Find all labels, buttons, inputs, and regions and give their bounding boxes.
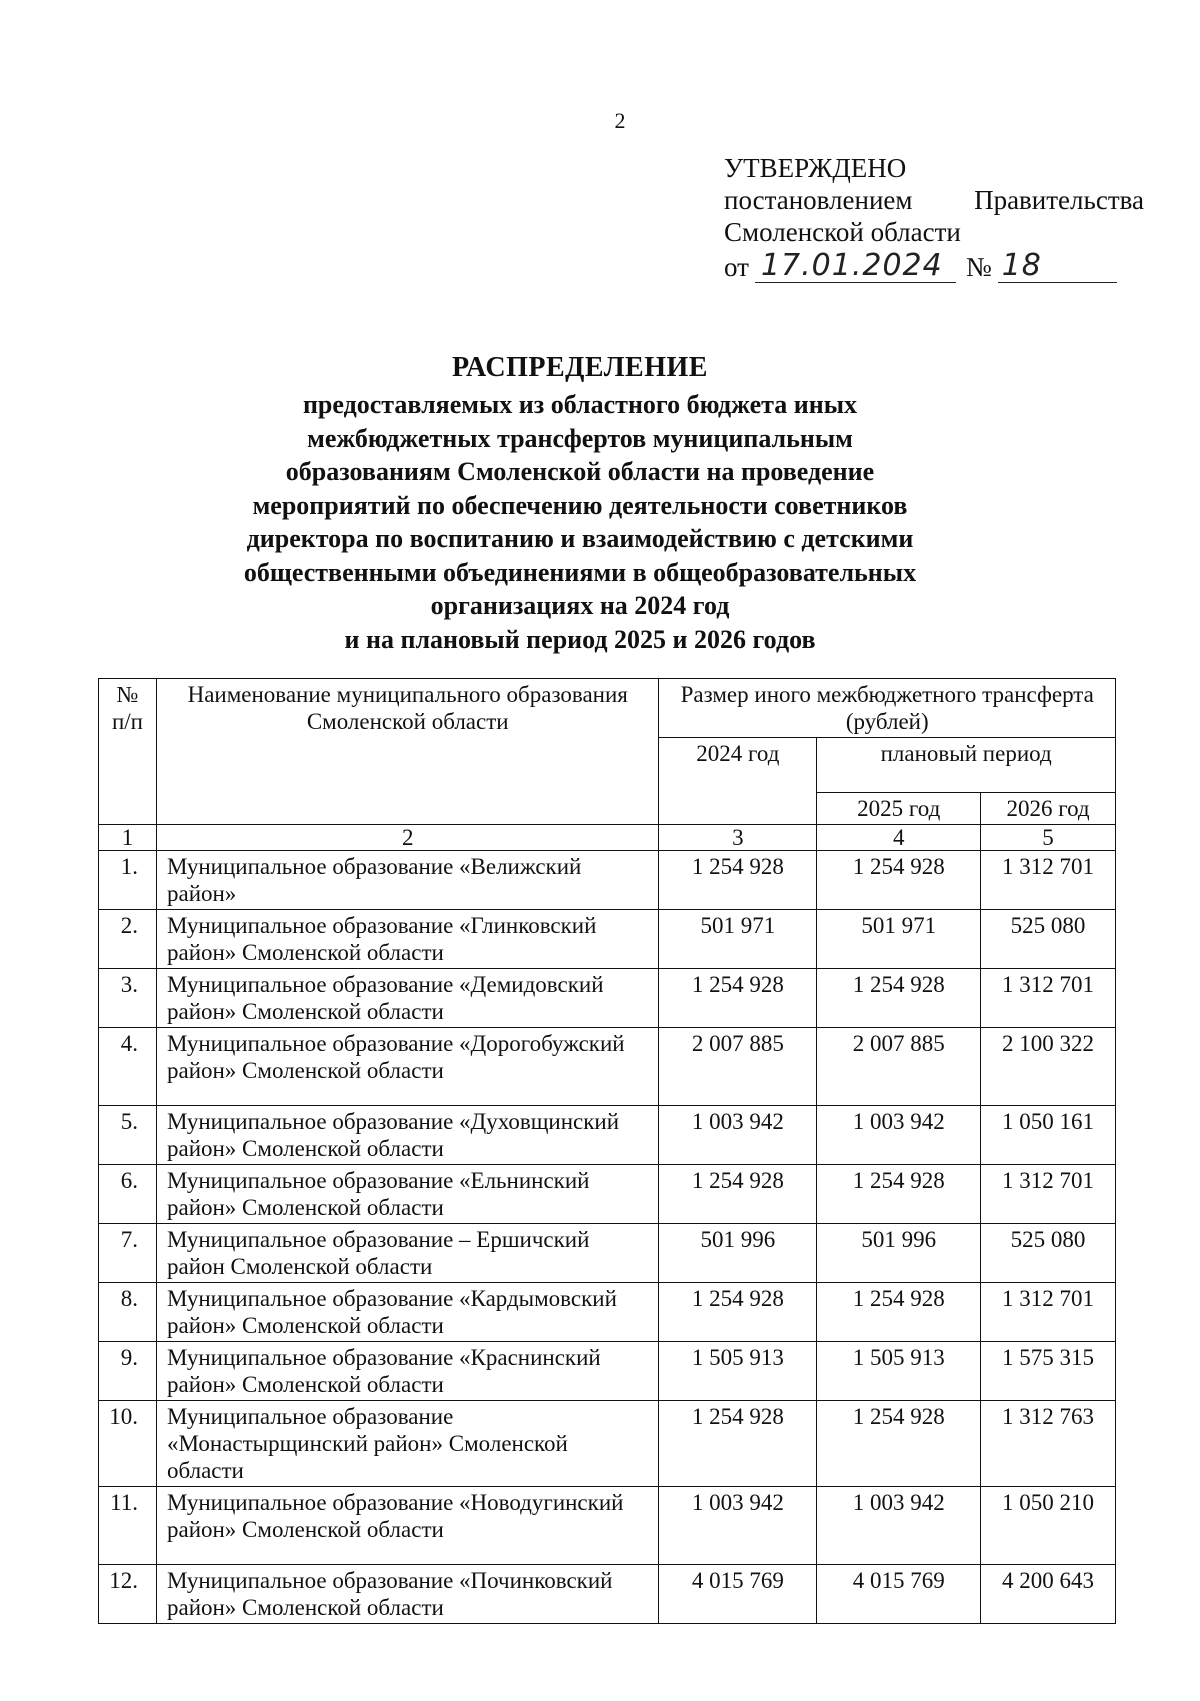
- municipality-name: Муниципальное образование «Демидовский район» Смоленской области: [156, 969, 658, 1028]
- amount-2026: 2 100 322: [981, 1028, 1116, 1106]
- column-number: 1: [99, 825, 157, 851]
- row-number: 8.: [99, 1283, 157, 1342]
- title-line: мероприятий по обеспечению деятельности советников: [252, 490, 908, 520]
- approval-date-number-line: [724, 250, 1144, 283]
- column-numbers-row: [99, 825, 1116, 851]
- approval-line-2: [724, 184, 1144, 216]
- handwritten-date: 17.01.2024: [755, 250, 956, 283]
- row-number: 1.: [99, 851, 157, 910]
- column-number: 5: [981, 825, 1116, 851]
- amount-2026: 1 050 161: [981, 1106, 1116, 1165]
- amount-2025: 1 254 928: [817, 1165, 981, 1224]
- municipality-name: Муниципальное образование – Ершичский район Смоленской области: [156, 1224, 658, 1283]
- amount-2024: 2 007 885: [659, 1028, 817, 1106]
- amount-2024: 1 003 942: [659, 1487, 817, 1565]
- handwritten-number: 18: [998, 250, 1117, 283]
- title-line: директора по воспитанию и взаимодействию с детскими: [246, 524, 914, 553]
- table-row: [99, 1165, 1116, 1224]
- amount-2024: 1 254 928: [659, 1283, 817, 1342]
- amount-2025: 1 254 928: [817, 1401, 981, 1487]
- table-row: [99, 1028, 1116, 1106]
- title-line: общественными объединениями в общеобразовательных: [243, 557, 917, 587]
- row-number: 9.: [99, 1342, 157, 1401]
- table-row: [99, 1401, 1116, 1487]
- number-label: №: [965, 252, 992, 282]
- column-number: 2: [156, 825, 658, 851]
- approval-heading: УТВЕРЖДЕНО: [724, 153, 907, 183]
- date-prefix: от: [724, 252, 749, 282]
- approval-region: Смоленской области: [724, 217, 961, 247]
- amount-2026: 1 312 701: [981, 1283, 1116, 1342]
- column-number: 3: [659, 825, 817, 851]
- municipality-name: Муниципальное образование «Починковский район» Смоленской области: [156, 1565, 658, 1624]
- row-number: 10.: [99, 1401, 157, 1487]
- amount-2024: 1 254 928: [659, 1401, 817, 1487]
- row-number: 6.: [99, 1165, 157, 1224]
- row-number: 4.: [99, 1028, 157, 1106]
- table-row: [99, 1565, 1116, 1624]
- amount-2026: 525 080: [981, 1224, 1116, 1283]
- document-title-subtitle: [200, 388, 960, 656]
- amount-2025: 1 254 928: [817, 969, 981, 1028]
- municipality-name: Муниципальное образование «Монастырщинский район» Смоленской области: [156, 1401, 658, 1487]
- amount-2026: 1 312 701: [981, 851, 1116, 910]
- approval-decree-word: постановлением: [724, 185, 913, 215]
- table-row: [99, 1487, 1116, 1565]
- amount-2025: 1 254 928: [817, 851, 981, 910]
- header-planned-period: плановый период: [817, 738, 1116, 793]
- document-title-main: РАСПРЕДЕЛЕНИЕ: [452, 352, 708, 383]
- page-number: 2: [614, 108, 626, 133]
- header-2025: 2025 год: [817, 793, 981, 825]
- amount-2025: 2 007 885: [817, 1028, 981, 1106]
- amount-2024: 1 254 928: [659, 1165, 817, 1224]
- amount-2026: 525 080: [981, 910, 1116, 969]
- title-line: образованиям Смоленской области на проведение: [285, 457, 875, 486]
- approval-government-word: Правительства: [974, 185, 1144, 215]
- amount-2024: 4 015 769: [659, 1565, 817, 1624]
- row-number: 11.: [99, 1487, 157, 1565]
- table-row: [99, 910, 1116, 969]
- amount-2024: 1 254 928: [659, 969, 817, 1028]
- header-number: № п/п: [99, 679, 157, 825]
- amount-2026: 1 312 701: [981, 969, 1116, 1028]
- amount-2026: 1 050 210: [981, 1487, 1116, 1565]
- row-number: 3.: [99, 969, 157, 1028]
- row-number: 12.: [99, 1565, 157, 1624]
- amount-2024: 501 971: [659, 910, 817, 969]
- amount-2026: 1 312 701: [981, 1165, 1116, 1224]
- header-name: Наименование муниципального образования Смоленской области: [156, 679, 658, 825]
- title-line: и на плановый период 2025 и 2026 годов: [344, 624, 816, 654]
- amount-2026: 4 200 643: [981, 1565, 1116, 1624]
- title-line: межбюджетных трансфертов муниципальным: [307, 423, 853, 453]
- amount-2026: 1 312 763: [981, 1401, 1116, 1487]
- municipality-name: Муниципальное образование «Ельнинский район» Смоленской области: [156, 1165, 658, 1224]
- row-number: 7.: [99, 1224, 157, 1283]
- municipality-name: Муниципальное образование «Глинковский район» Смоленской области: [156, 910, 658, 969]
- amount-2025: 4 015 769: [817, 1565, 981, 1624]
- amount-2026: 1 575 315: [981, 1342, 1116, 1401]
- header-amount: Размер иного межбюджетного трансферта (рублей): [659, 679, 1116, 738]
- municipality-name: Муниципальное образование «Кардымовский район» Смоленской области: [156, 1283, 658, 1342]
- amount-2025: 1 003 942: [817, 1106, 981, 1165]
- amount-2024: 501 996: [659, 1224, 817, 1283]
- municipality-name: Муниципальное образование «Краснинский район» Смоленской области: [156, 1342, 658, 1401]
- table-row: [99, 1342, 1116, 1401]
- municipality-name: Муниципальное образование «Велижский район»: [156, 851, 658, 910]
- table-row: [99, 1283, 1116, 1342]
- table-row: [99, 969, 1116, 1028]
- amount-2025: 1 003 942: [817, 1487, 981, 1565]
- document-title: [200, 350, 960, 656]
- row-number: 2.: [99, 910, 157, 969]
- amount-2024: 1 254 928: [659, 851, 817, 910]
- header-2024: 2024 год: [659, 738, 817, 825]
- amount-2024: 1 505 913: [659, 1342, 817, 1401]
- title-line: организациях на 2024 год: [430, 591, 730, 620]
- row-number: 5.: [99, 1106, 157, 1165]
- municipality-name: Муниципальное образование «Духовщинский район» Смоленской области: [156, 1106, 658, 1165]
- column-number: 4: [817, 825, 981, 851]
- amount-2025: 1 505 913: [817, 1342, 981, 1401]
- amount-2024: 1 003 942: [659, 1106, 817, 1165]
- title-line: предоставляемых из областного бюджета иных: [302, 390, 858, 419]
- table-row: [99, 1224, 1116, 1283]
- header-2026: 2026 год: [981, 793, 1116, 825]
- amount-2025: 1 254 928: [817, 1283, 981, 1342]
- table-row: [99, 1106, 1116, 1165]
- table-row: [99, 851, 1116, 910]
- approval-block: [724, 152, 1144, 283]
- municipality-name: Муниципальное образование «Дорогобужский район» Смоленской области: [156, 1028, 658, 1106]
- amount-2025: 501 971: [817, 910, 981, 969]
- municipality-name: Муниципальное образование «Новодугинский район» Смоленской области: [156, 1487, 658, 1565]
- amount-2025: 501 996: [817, 1224, 981, 1283]
- distribution-table: [98, 678, 1116, 1624]
